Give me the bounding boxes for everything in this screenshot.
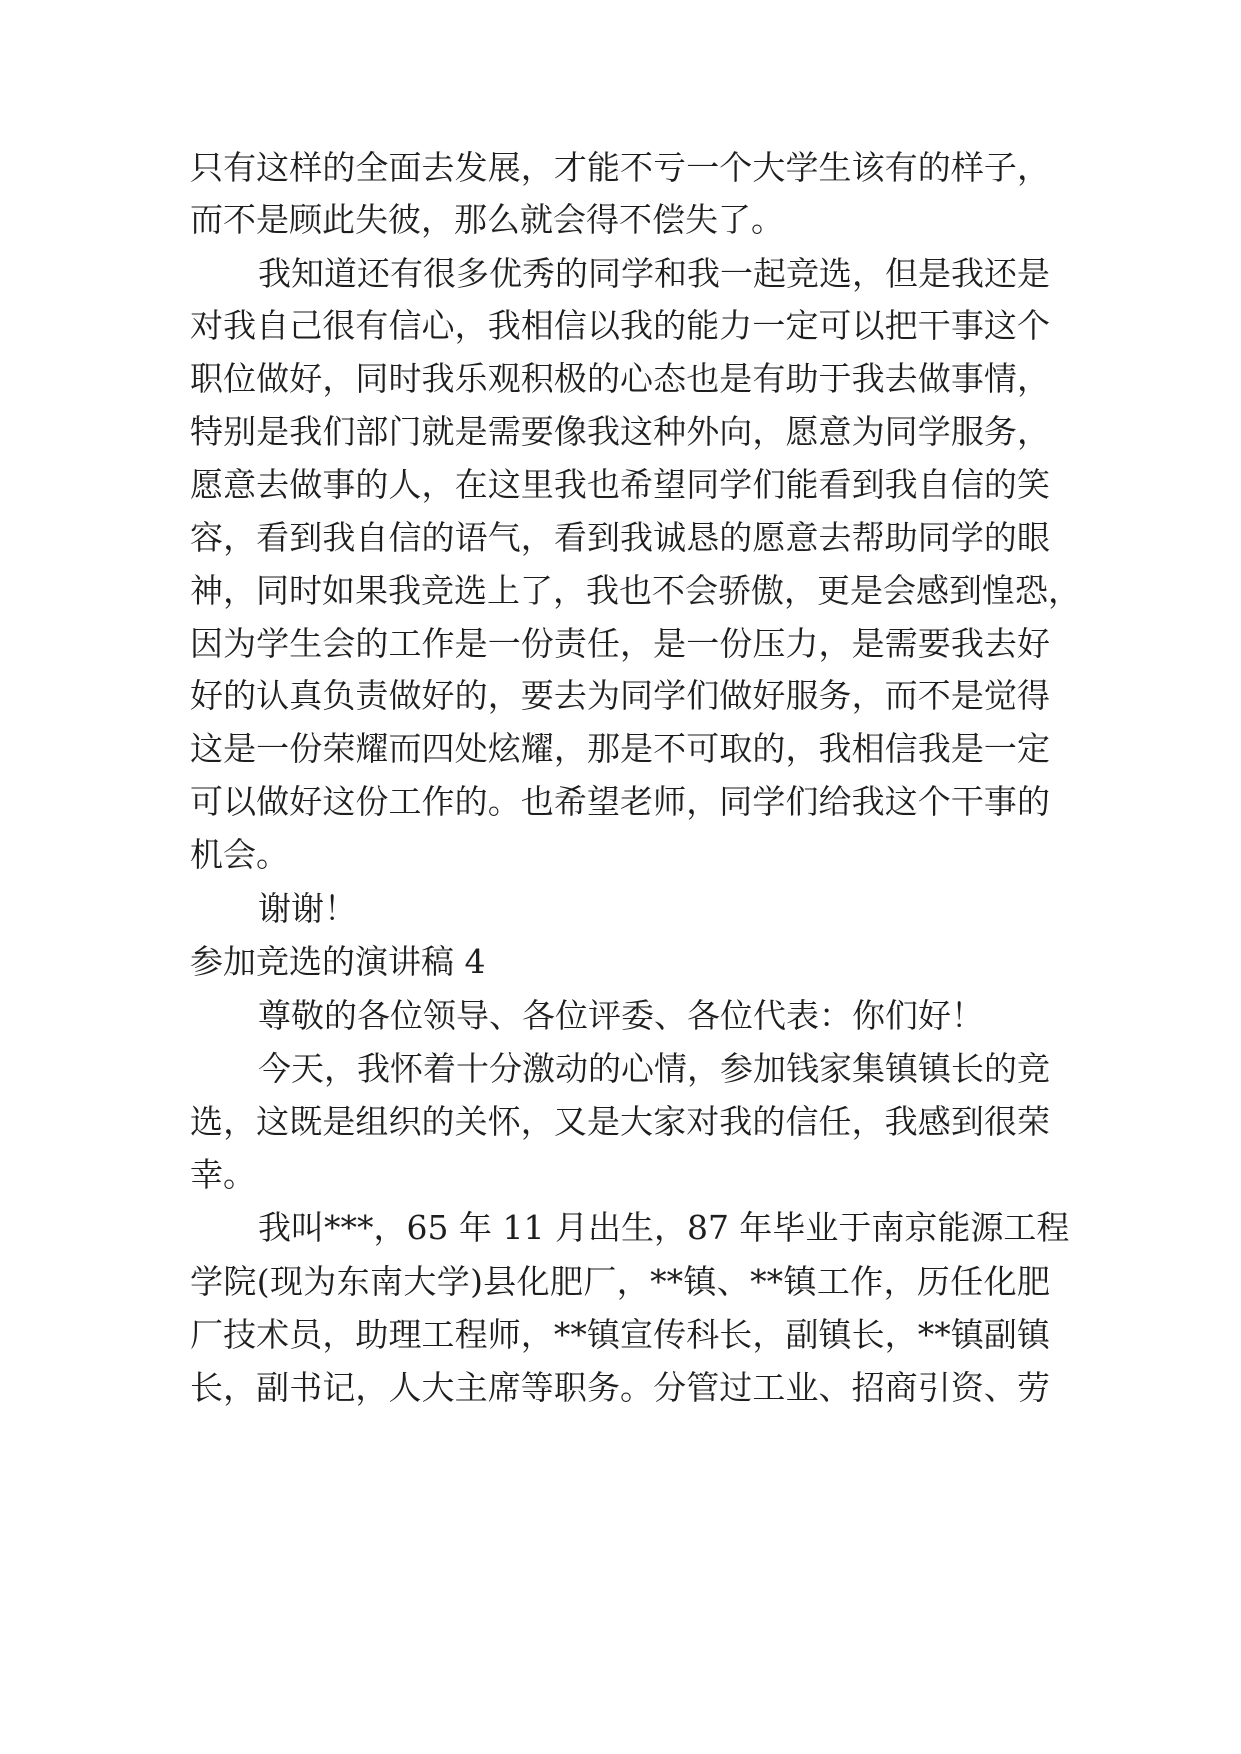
- paragraph-line: 愿意去做事的人，在这里我也希望同学们能看到我自信的笑: [190, 465, 1050, 504]
- paragraph-line: 我叫***，65 年 11 月出生，87 年毕业于南京能源工程: [258, 1208, 1070, 1247]
- paragraph-line: 只有这样的全面去发展，才能不亏一个大学生该有的样子，: [190, 148, 1050, 187]
- paragraph-line: 职位做好，同时我乐观积极的心态也是有助于我去做事情，: [190, 359, 1050, 398]
- paragraph-line: 长，副书记，人大主席等职务。分管过工业、招商引资、劳: [190, 1368, 1050, 1407]
- paragraph-line: 特别是我们部门就是需要像我这种外向，愿意为同学服务，: [190, 412, 1050, 451]
- paragraph-line: 今天，我怀着十分激动的心情，参加钱家集镇镇长的竞: [258, 1049, 1050, 1088]
- paragraph-line: 选，这既是组织的关怀，又是大家对我的信任，我感到很荣: [190, 1102, 1050, 1141]
- paragraph-line: 可以做好这份工作的。也希望老师，同学们给我这个干事的: [190, 782, 1050, 821]
- paragraph-line: 厂技术员，助理工程师，**镇宣传科长，副镇长，**镇副镇: [190, 1315, 1050, 1354]
- salutation-line: 尊敬的各位领导、各位评委、各位代表：你们好！: [258, 996, 984, 1035]
- closing-line: 谢谢！: [258, 889, 357, 928]
- paragraph-line: 好的认真负责做好的，要去为同学们做好服务，而不是觉得: [190, 676, 1050, 715]
- paragraph-line: 幸。: [190, 1155, 256, 1194]
- paragraph-line: 这是一份荣耀而四处炫耀，那是不可取的，我相信我是一定: [190, 729, 1050, 768]
- paragraph-line: 而不是顾此失彼，那么就会得不偿失了。: [190, 200, 784, 239]
- paragraph-line: 因为学生会的工作是一份责任，是一份压力，是需要我去好: [190, 624, 1050, 663]
- section-heading: 参加竞选的演讲稿 4: [190, 942, 486, 981]
- paragraph-line: 机会。: [190, 835, 289, 874]
- paragraph-line: 神，同时如果我竞选上了，我也不会骄傲，更是会感到惶恐，: [190, 571, 1081, 610]
- paragraph-line: 学院(现为东南大学)县化肥厂，**镇、**镇工作，历任化肥: [190, 1262, 1050, 1301]
- paragraph-line: 容，看到我自信的语气，看到我诚恳的愿意去帮助同学的眼: [190, 518, 1050, 557]
- paragraph-line: 对我自己很有信心，我相信以我的能力一定可以把干事这个: [190, 306, 1050, 345]
- paragraph-line: 我知道还有很多优秀的同学和我一起竞选，但是我还是: [258, 254, 1050, 293]
